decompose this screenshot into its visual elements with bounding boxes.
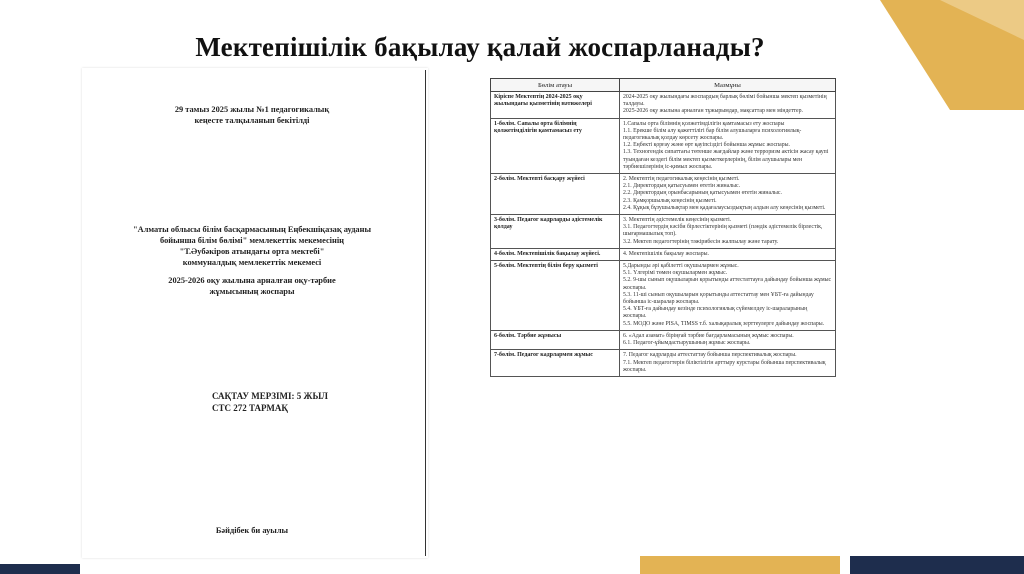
plan-title-line-2: жұмысының жоспары bbox=[209, 287, 295, 296]
table-row bbox=[491, 248, 836, 260]
approval-line-2: кеңесте талқыланып бекітілді bbox=[194, 116, 310, 125]
section-content-cell bbox=[620, 174, 836, 215]
header-content: Мазмұны bbox=[620, 79, 836, 92]
header-section: Бөлім атауы bbox=[491, 79, 620, 92]
content-line: 2.4. Құқық бұзушылықтар мен қадағалаусыздықтың алдын алу кеңесінің қызметі. bbox=[623, 204, 826, 211]
table-header-row bbox=[491, 79, 836, 92]
content-line: 5.3. 11-ші сынып оқушыларын қорытынды аттестаттау мен ҰБТ-ға дайындау бойынша іс-шаралар жоспары. bbox=[623, 291, 814, 306]
section-title-cell: 2-бөлім. Мектепті басқару жүйесі bbox=[491, 174, 620, 215]
content-line: 1.2. Еңбекті қорғау және өрт қауіпсіздігі бойынша жұмыс жоспары. bbox=[623, 142, 790, 149]
table-row bbox=[491, 174, 836, 215]
section-title-cell: 5-бөлім. Мектептің білім беру қызметі bbox=[491, 261, 620, 331]
content-line: 1.Сапалы орта білімнің қолжетімділігін қамтамасыз ету жоспары bbox=[623, 120, 785, 127]
bottom-band-navy bbox=[850, 556, 1024, 574]
table-row bbox=[491, 215, 836, 249]
section-content-cell bbox=[620, 350, 836, 377]
content-line: 2.3. Қамқоршылық кеңесінің қызметі. bbox=[623, 197, 717, 204]
content-line: 2024-2025 оқу жылындағы жоспардың барлық бөлімі бойынша мектеп қызметінің талдауы. bbox=[623, 94, 827, 108]
plan-table bbox=[490, 78, 836, 377]
table-row bbox=[491, 261, 836, 331]
section-content-cell bbox=[620, 248, 836, 260]
content-line: 4. Мектепішілік бақылау жоспары. bbox=[623, 250, 709, 257]
org-line-2: бойынша білім бөлімі" мемлекеттік мекемесінің bbox=[160, 236, 344, 245]
content-line: 7.1. Мектеп педагогтерін біліктілігін арттыру курстары бойынша перспективалық жоспары. bbox=[623, 359, 826, 373]
section-title-cell: Кіріспе Мектептің 2024-2025 оқу жылындағы қызметінің нәтижелері bbox=[491, 92, 620, 119]
document-title-page bbox=[82, 68, 428, 558]
section-content-cell bbox=[620, 92, 836, 119]
bottom-left-band bbox=[0, 564, 80, 574]
document-plan-table-page bbox=[438, 72, 845, 552]
section-content-cell bbox=[620, 118, 836, 173]
storage-line-2: СТС 272 ТАРМАҚ bbox=[212, 403, 288, 413]
table-row bbox=[491, 330, 836, 349]
content-line: 5.4. ҰБТ-ға дайындау кезінде психологиялық сүйемелдеу іс-шараларының жоспары. bbox=[623, 306, 808, 320]
content-line: 1.3. Техногендік сипаттағы төтенше жағдайлар және терроризм актісін жасау қаупі туындаған кездегі білім мектеп қызметкерлерінің, білім алушылары мен тәрбиешілерінің іс-қимыл жоспары. bbox=[623, 149, 829, 170]
content-line: 6.1. Педагог-ұйымдастырушының жұмыс жоспары. bbox=[623, 340, 751, 347]
table-row bbox=[491, 92, 836, 119]
table-row bbox=[491, 118, 836, 173]
content-line: 6. «Адал азамат» біріңғай тәрбие бағдарламасының жұмыс жоспары. bbox=[623, 332, 794, 339]
bottom-band-gold bbox=[640, 556, 840, 574]
section-title-cell: 4-бөлім. Мектепішілік бақылау жүйесі. bbox=[491, 248, 620, 260]
section-title-cell: 6-бөлім. Тәрбие жұмысы bbox=[491, 330, 620, 349]
org-line-3: "Т.Әубәкіров атындағы орта мектебі" bbox=[179, 247, 325, 256]
section-content-cell bbox=[620, 215, 836, 249]
section-title-cell: 3-бөлім. Педагог кадрларды әдістемелік қолдау bbox=[491, 215, 620, 249]
content-line: 5.2. 9-шы сынып оқушыларын қорытынды аттестаттауға дайындау бойынша жұмыс жоспары. bbox=[623, 277, 832, 291]
storage-line-1: САҚТАУ МЕРЗІМІ: 5 ЖЫЛ bbox=[212, 391, 328, 401]
content-line: 3.2. Мектеп педагогтерінің тәжірибесін жалпылау және тарату. bbox=[623, 238, 779, 245]
approval-line-1: 29 тамыз 2025 жылы №1 педагогикалық bbox=[174, 105, 330, 114]
content-line: 3.1. Педагогтердің кәсіби бірлестіктерінің қызметі (пәндік әдістемелік бірлестік, шығармашылық топ). bbox=[623, 224, 823, 238]
org-line-4: коммуналдық мемлекеттік мекемесі bbox=[182, 258, 322, 267]
content-line: 5.1. Үлгерімі төмен оқушылармен жұмыс. bbox=[623, 270, 728, 277]
content-line: 2025-2026 оқу жылына арналған тұжырымдар, мақсаттар мен міндеттер. bbox=[623, 108, 803, 115]
slide-title: Мектепішілік бақылау қалай жоспарланады? bbox=[195, 32, 765, 63]
content-line: 2. Мектептің педагогикалық кеңесінің қызметі. bbox=[623, 176, 740, 183]
content-line: 2.1. Директордың қатысуымен өтетін жиналыс. bbox=[623, 183, 741, 190]
org-line-1: "Алматы облысы білім басқармасының Еңбекшіқазақ ауданы bbox=[133, 225, 371, 234]
content-line: 2.2. Директордың орынбасарының қатысуымен өтетін жиналыс. bbox=[623, 190, 782, 197]
content-line: 3. Мектептің әдістемелік кеңесінің қызметі. bbox=[623, 217, 732, 224]
place-name: Бәйдібек би ауылы bbox=[215, 526, 289, 535]
section-content-cell bbox=[620, 261, 836, 331]
content-line: 5.Дарынды әрі қабілетті оқушылармен жұмыс. bbox=[623, 263, 739, 270]
content-line: 7. Педагог кадрларды аттестаттау бойынша перспективалық жоспары. bbox=[623, 352, 797, 359]
table-row bbox=[491, 350, 836, 377]
section-content-cell bbox=[620, 330, 836, 349]
section-title-cell: 1-бөлім. Сапалы орта білімнің қолжетімділігін қамтамасыз ету bbox=[491, 118, 620, 173]
plan-title-line-1: 2025-2026 оқу жылына арналған оқу-тәрбие bbox=[168, 276, 336, 285]
section-title-cell: 7-бөлім. Педагог кадрлармен жұмыс bbox=[491, 350, 620, 377]
content-line: 5.5. МОДО және PISA, TIMSS т.б. халықаралық зерттеулерге дайындау жоспары. bbox=[623, 320, 825, 327]
content-line: 1.1. Ерекше білім алу қажеттілігі бар білім алушыларға психологиялық-педагогикалық қолдау көрсету жоспары. bbox=[623, 127, 802, 142]
